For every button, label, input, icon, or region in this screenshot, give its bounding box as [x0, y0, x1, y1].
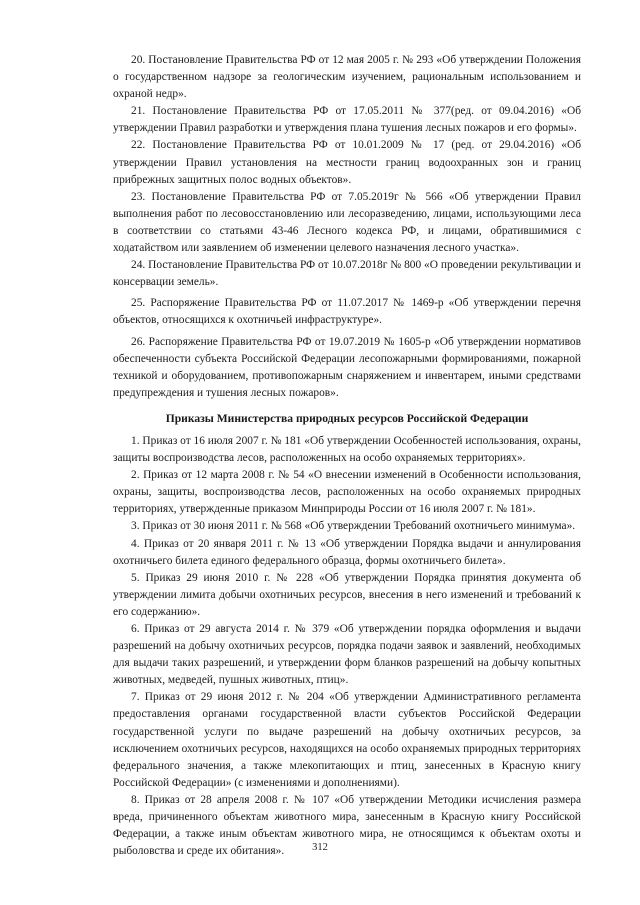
decree-23: 23. Постановление Правительства РФ от 7.05.2019г № 566 «Об утверждении Правил выполнения работ по лесовосстановлению или лесоразведению, лицами, использующими леса в соответствии со статьями 43-46 Лесного кодекса РФ, и лицами, обратившимися с ходатайством или заявлением об изменении целевого назначения лесного участка».: [113, 190, 581, 255]
decree-22: 22. Постановление Правительства РФ от 10.01.2009 № 17 (ред. от 29.04.2016) «Об утверждении Правил установления на местности границ водоохранных зон и границ прибрежных защитных полос водных объектов».: [113, 139, 581, 186]
order-4: 4. Приказ от 20 января 2011 г. № 13 «Об утверждении Порядка выдачи и аннулирования охотничьего билета единого федерального образца, формы охотничьего билета».: [113, 537, 581, 567]
decree-24: 24. Постановление Правительства РФ от 10.07.2018г № 800 «О проведении рекультивации и консервации земель».: [113, 259, 581, 289]
decree-20: 20. Постановление Правительства РФ от 12 мая 2005 г. № 293 «Об утверждении Положения о государственном надзоре за геологическим изучением, рациональным использованием и охраной недр».: [113, 54, 581, 101]
order-3: 3. Приказ от 30 июня 2011 г. № 568 «Об утверждении Требований охотничьего минимума».: [131, 520, 576, 533]
order-8: 8. Приказ от 28 апреля 2008 г. № 107 «Об утверждении Методики исчисления размера вреда, причиненного объектам животного мира, занесенным в Красную книгу Российской Федерации, а также иным объектам животного мира, не относящимся к объектам охоты и рыболовства и среде их обитания».: [113, 793, 581, 858]
order-7: 7. Приказ от 29 июня 2012 г. № 204 «Об утверждении Административного регламента предоставления органами государственной власти субъектов Российской Федерации государственной услуги по выдаче разрешений на добычу охотничьих ресурсов, за исключением охотничьих ресурсов, находящихся на особо охраняемых природных территориях федерального значения, а также млекопитающих и птиц, занесенных в Красную книгу Российской Федерации» (с изменениями и дополнениями).: [113, 691, 581, 789]
page-number: 312: [312, 842, 328, 853]
decree-21: 21. Постановление Правительства РФ от 17.05.2011 № 377(ред. от 09.04.2016) «Об утверждении Правил разработки и утверждения плана тушения лесных пожаров и его формы».: [113, 105, 581, 135]
section-heading: Приказы Министерства природных ресурсов Российской Федерации: [165, 411, 529, 425]
order-2: 2. Приказ от 12 марта 2008 г. № 54 «О внесении изменений в Особенности использования, охраны, защиты, воспроизводства лесов, расположенных на особо охраняемых природных территориях, утвержденные приказом Минприроды России от 16 июля 2007 г. № 181».: [113, 469, 581, 516]
order-5: 5. Приказ 29 июня 2010 г. № 228 «Об утверждении Порядка принятия документа об утверждении лимита добычи охотничьих ресурсов, внесения в него изменений и требований к его содержанию».: [113, 571, 581, 618]
decree-26: 26. Распоряжение Правительства РФ от 19.07.2019 № 1605-р «Об утверждении нормативов обеспеченности субъекта Российской Федерации лесопожарными формированиями, пожарной техникой и оборудованием, противопожарным снаряжением и инвентарем, иными средствами предупреждения и тушения лесных пожаров».: [113, 335, 581, 399]
document-page: [113, 52, 581, 860]
order-1: 1. Приказ от 16 июля 2007 г. № 181 «Об утверждении Особенностей использования, охраны, защиты воспроизводства лесов, расположенных на особо охраняемых территориях».: [113, 434, 581, 465]
order-6: 6. Приказ от 29 августа 2014 г. № 379 «Об утверждении порядка оформления и выдачи разрешений на добычу охотничьих ресурсов, порядка подачи заявок и заявлений, необходимых для выдачи таких разрешений, и утверждении форм бланков разрешений на добычу копытных животных, медведей, пушных животных, птиц».: [113, 623, 581, 687]
decree-25: 25. Распоряжение Правительства РФ от 11.07.2017 № 1469-р «Об утверждении перечня объектов, относящихся к охотничьей инфраструктуре».: [113, 297, 581, 327]
